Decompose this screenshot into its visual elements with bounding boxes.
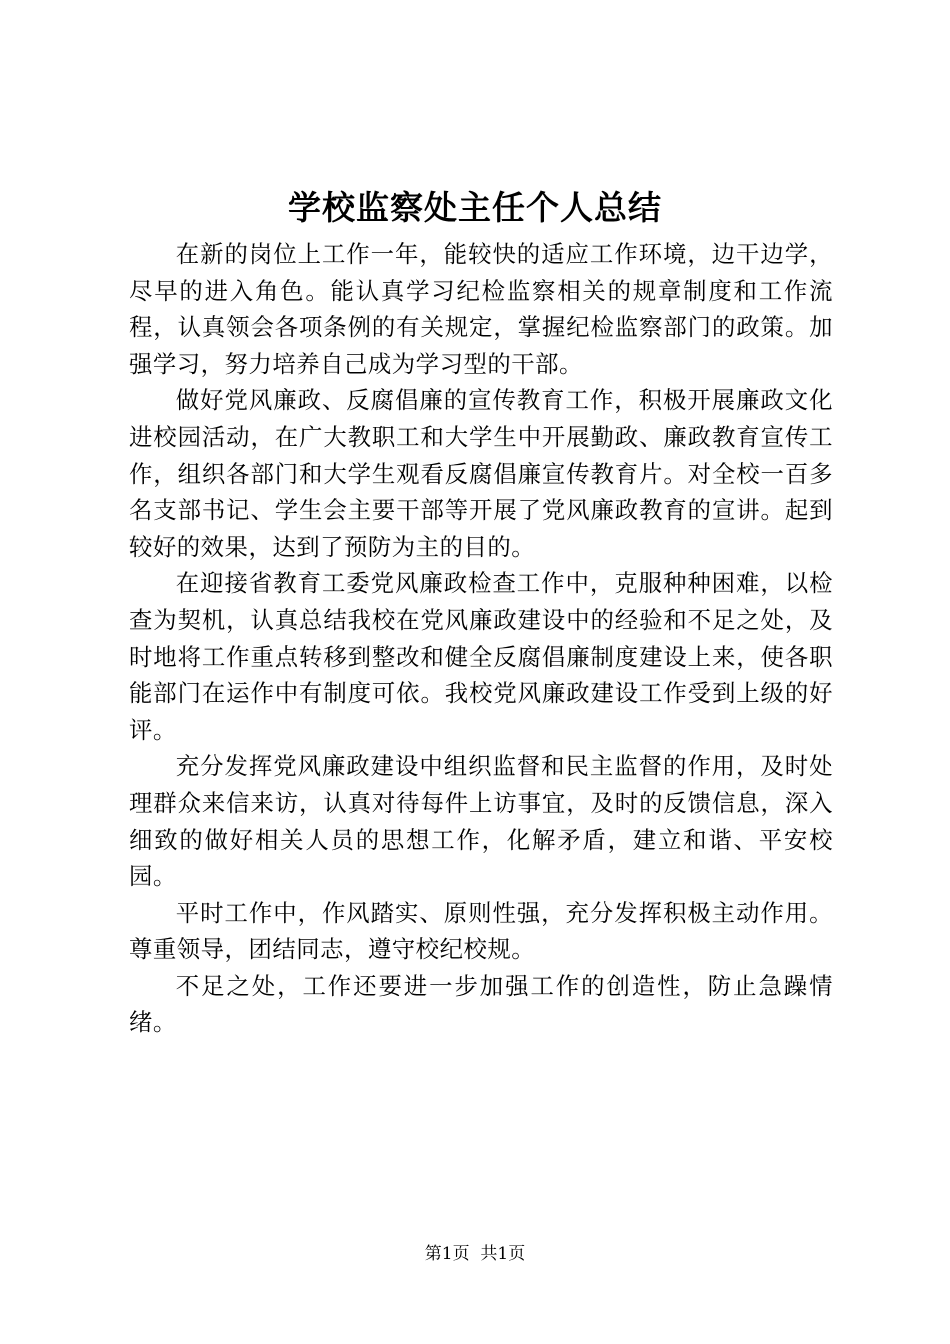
page-number: 第1页	[424, 1244, 470, 1264]
document-title: 学校监察处主任个人总结	[288, 188, 662, 227]
paragraph: 充分发挥党风廉政建设中组织监督和民主监督的作用，及时处理群众来信来访，认真对待每件上访事宜，及时的反馈信息，深入细致的做好相关人员的思想工作，化解矛盾，建立和谐、平安校园。	[129, 752, 833, 891]
document-body	[129, 236, 833, 1041]
page-total: 共1页	[480, 1244, 526, 1264]
paragraph: 做好党风廉政、反腐倡廉的宣传教育工作，积极开展廉政文化进校园活动，在广大教职工和大学生中开展勤政、廉政教育宣传工作，组织各部门和大学生观看反腐倡廉宣传教育片。对全校一百多名支部书记、学生会主要干部等开展了党风廉政教育的宣讲。起到较好的效果，达到了预防为主的目的。	[129, 386, 833, 561]
paragraph: 平时工作中，作风踏实、原则性强，充分发挥积极主动作用。尊重领导，团结同志，遵守校纪校规。	[129, 898, 833, 964]
page-footer	[0, 1242, 950, 1266]
paragraph: 在新的岗位上工作一年，能较快的适应工作环境，边干边学，尽早的进入角色。能认真学习纪检监察相关的规章制度和工作流程，认真领会各项条例的有关规定，掌握纪检监察部门的政策。加强学习，努力培养自己成为学习型的干部。	[129, 240, 833, 378]
paragraph: 不足之处，工作还要进一步加强工作的创造性，防止急躁情绪。	[129, 971, 833, 1037]
paragraph: 在迎接省教育工委党风廉政检查工作中，克服种种困难，以检查为契机，认真总结我校在党风廉政建设中的经验和不足之处，及时地将工作重点转移到整改和健全反腐倡廉制度建设上来，使各职能部门在运作中有制度可依。我校党风廉政建设工作受到上级的好评。	[129, 569, 833, 744]
